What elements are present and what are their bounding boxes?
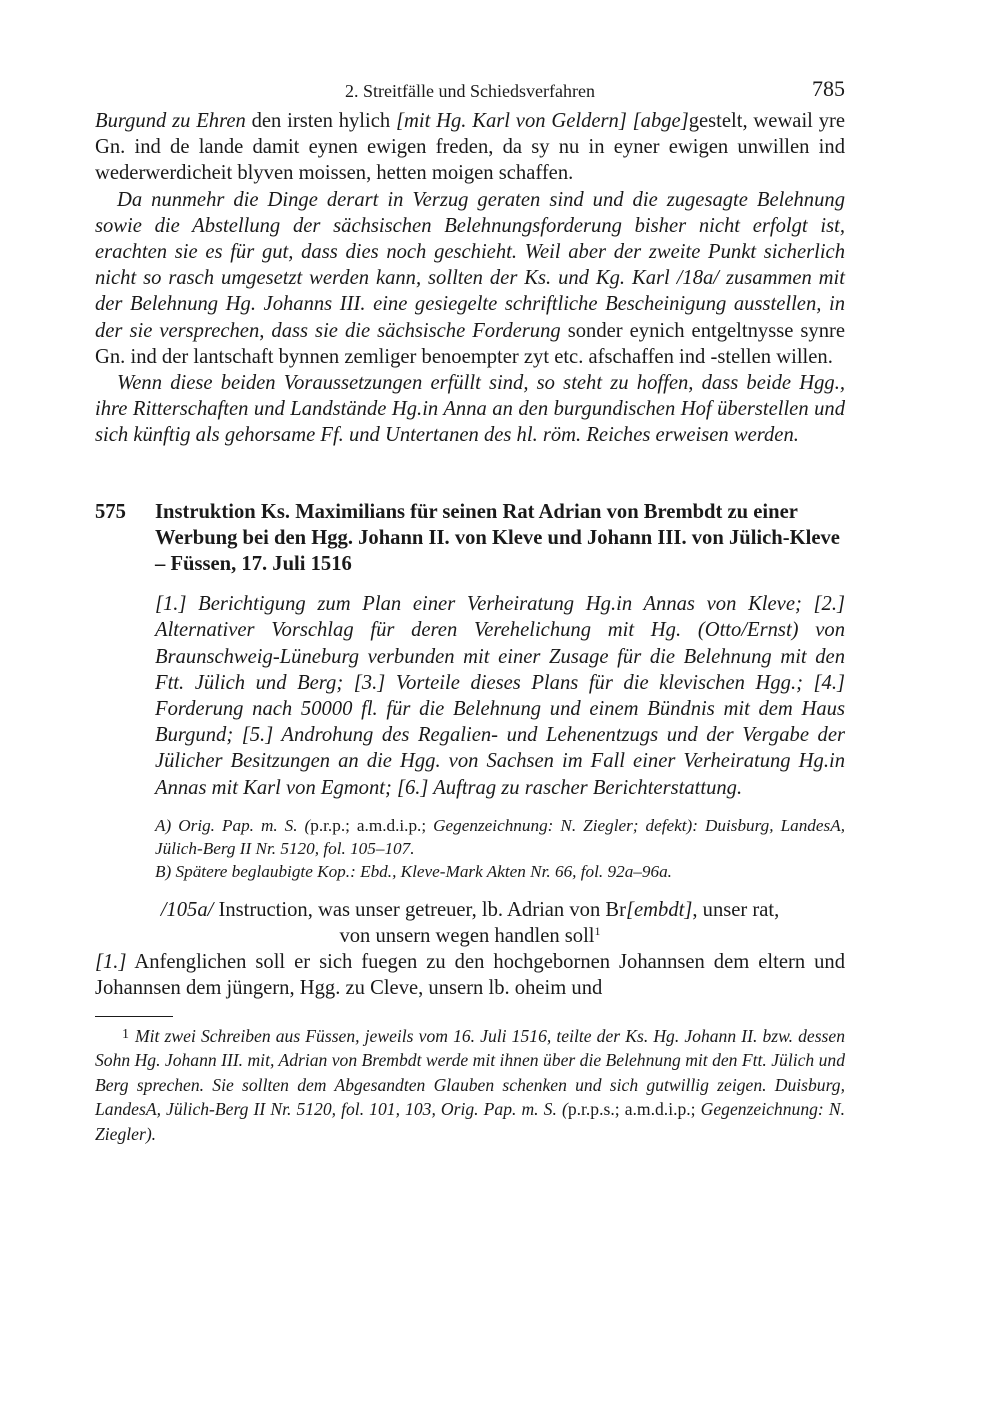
source-b: B) Spätere beglaubigte Kop.: Ebd., Kleve-Mark Akten Nr. 66, fol. 92a–96a. xyxy=(155,861,672,881)
footnote-mark: 1 xyxy=(122,1026,129,1042)
paragraph-1: Burgund zu Ehren den irsten hylich [mit Hg. Karl von Geldern] [abge]gestelt, wewail yre Gn. ind de lande damit eynen ewigen freden, da sy nu in eyner ewigen unwillen ind wederwerdicheit blyven moissen, hetten moigen schaffen. xyxy=(95,110,845,185)
paragraph-3: Wenn diese beiden Voraussetzungen erfüllt sind, so steht zu hoffen, dass beide Hgg., ihre Ritterschaften und Landstände Hg.in Anna an den burgundischen Hof überstellen und sich künftig als gehorsame Ff. und Untertanen des hl. röm. Reiches erweisen werden. xyxy=(95,372,845,447)
page-header xyxy=(95,78,845,108)
paragraph-2: Da nunmehr die Dinge derart in Verzug geraten sind und die zugesagte Belehnung sowie die Abstellung der sächsischen Belehnungsforderung bisher nicht erfolgt ist, erachten sie es für gut, dass dies noch geschieht. Weil aber der zweite Punkt sicherlich nicht so rasch umgesetzt werden kann, sollten der Ks. und Kg. Karl /18a/ zusammen mit der Belehnung Hg. Johanns III. eine gesiegelte schriftliche Bescheinigung ausstellen, in der sie versprechen, dass sie die sächsische Forderung sonder eynich entgeltnysse synre Gn. ind der lantschaft bynnen zemliger benoempter zyt etc. afschaffen ind -stellen willen. xyxy=(95,188,845,368)
regest-summary: [1.] Berichtigung zum Plan einer Verheiratung Hg.in Annas von Kleve; [2.] Alternativer Vorschlag für deren Verehelichung mit Hg. (Otto/Ernst) von Braunschweig-Lüneburg verbunden mit einer Zusage für die Belehnung mit den Ftt. Jülich und Berg; [3.] Vorteile dieses Plans für die klevischen Hgg.; [4.] Forderung nach 50000 fl. für die Belehnung und einem Bündnis mit dem Haus Burgund; [5.] Androhung des Regalien- und Lehenentzugs und der Vergabe der Jülicher Besitzungen an die Hgg. von Sachsen im Fall einer Verheiratung Hg.in Annas mit Karl von Egmont; [6.] Auftrag zu rascher Berichterstattung. xyxy=(155,593,845,799)
folio-marker: /105a/ xyxy=(160,898,214,921)
paragraph-4: [1.] Anfenglichen soll er sich fuegen zu den hochgebornen Johannsen dem eltern und Johannsen dem jüngern, Hgg. zu Cleve, unsern lb. oheim und xyxy=(95,951,845,1000)
source-a: A) Orig. Pap. m. S. (p.r.p.; a.m.d.i.p.; Gegenzeichnung: N. Ziegler; defekt): Duisburg, LandesA, Jülich-Berg II Nr. 5120, fol. 105–107. xyxy=(155,815,846,858)
document-heading xyxy=(95,499,845,578)
source-notes xyxy=(155,814,845,883)
footnote-divider xyxy=(95,1016,173,1017)
document-title: Instruktion Ks. Maximilians für seinen Rat Adrian von Brembdt zu einer Werbung bei den Hgg. Johann II. von Kleve und Johann III. von Jülich-Kleve – Füssen, 17. Juli 1516 xyxy=(155,500,840,576)
document-number: 575 xyxy=(95,500,126,523)
footnote-1: $^1$ Mit zwei Schreiben aus Füssen, jeweils vom 16. Juli 1516, teilte der Ks. Hg. Johann II. bzw. dessen Sohn Hg. Johann III. mit, Adrian von Brembdt werde mit ihnen über die Belehnung mit den Ftt. Jülich und Berg sprechen. Sie sollten dem Abgesandten Glauben schenken und sich gutwillig zeigen. Duisburg, LandesA, Jülich-Berg II Nr. 5120, fol. 101, 103, Orig. Pap. m. S. (p.r.p.s.; a.m.d.i.p.; Gegenzeichnung: N. Ziegler). xyxy=(95,1025,845,1145)
running-title: 2. Streitfälle und Schiedsverfahren xyxy=(345,81,595,101)
footnote-reference: 1 xyxy=(594,924,601,939)
page xyxy=(95,78,845,1147)
page-number: 785 xyxy=(812,76,845,101)
instruction-heading: /105a/ Instruction, was unser getreuer, lb. Adrian von Br[embdt], unser rat, von unsern wegen handlen soll$^1$ xyxy=(160,898,780,948)
